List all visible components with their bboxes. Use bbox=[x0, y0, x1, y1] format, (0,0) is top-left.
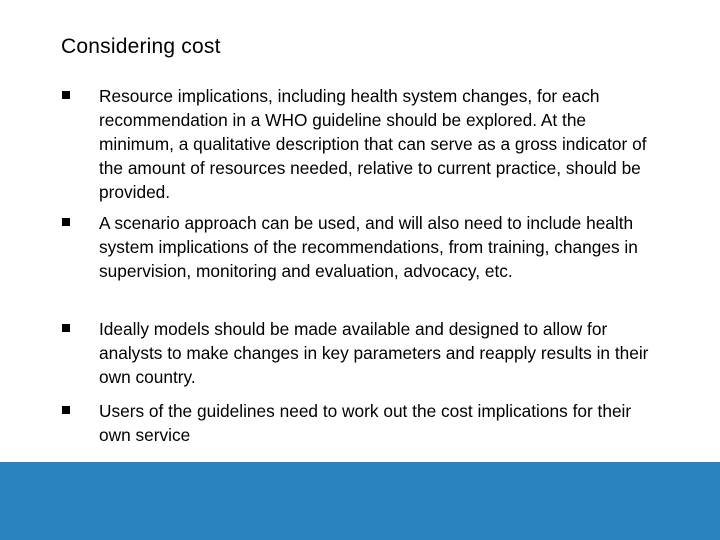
square-bullet-icon bbox=[62, 218, 70, 226]
footer-band bbox=[0, 462, 720, 540]
square-bullet-icon bbox=[62, 91, 70, 99]
square-bullet-icon bbox=[62, 406, 70, 414]
square-bullet-icon bbox=[62, 324, 70, 332]
slide-title: Considering cost bbox=[61, 35, 221, 58]
bullet-text: A scenario approach can be used, and will also need to include health system implications of the recommendations, from training, changes in supervision, monitoring and evaluation, advocacy, etc. bbox=[99, 213, 638, 281]
bullet-text: Resource implications, including health system changes, for each recommendation in a WHO guideline should be explored. At the minimum, a qualitative description that can serve as a gross indicator of the amount of resources needed, relative to current practice, should be provided. bbox=[99, 86, 647, 202]
bullet-text: Ideally models should be made available and designed to allow for analysts to make changes in key parameters and reapply results in their own country. bbox=[99, 319, 649, 387]
bullet-text: Users of the guidelines need to work out the cost implications for their own service bbox=[99, 401, 632, 445]
